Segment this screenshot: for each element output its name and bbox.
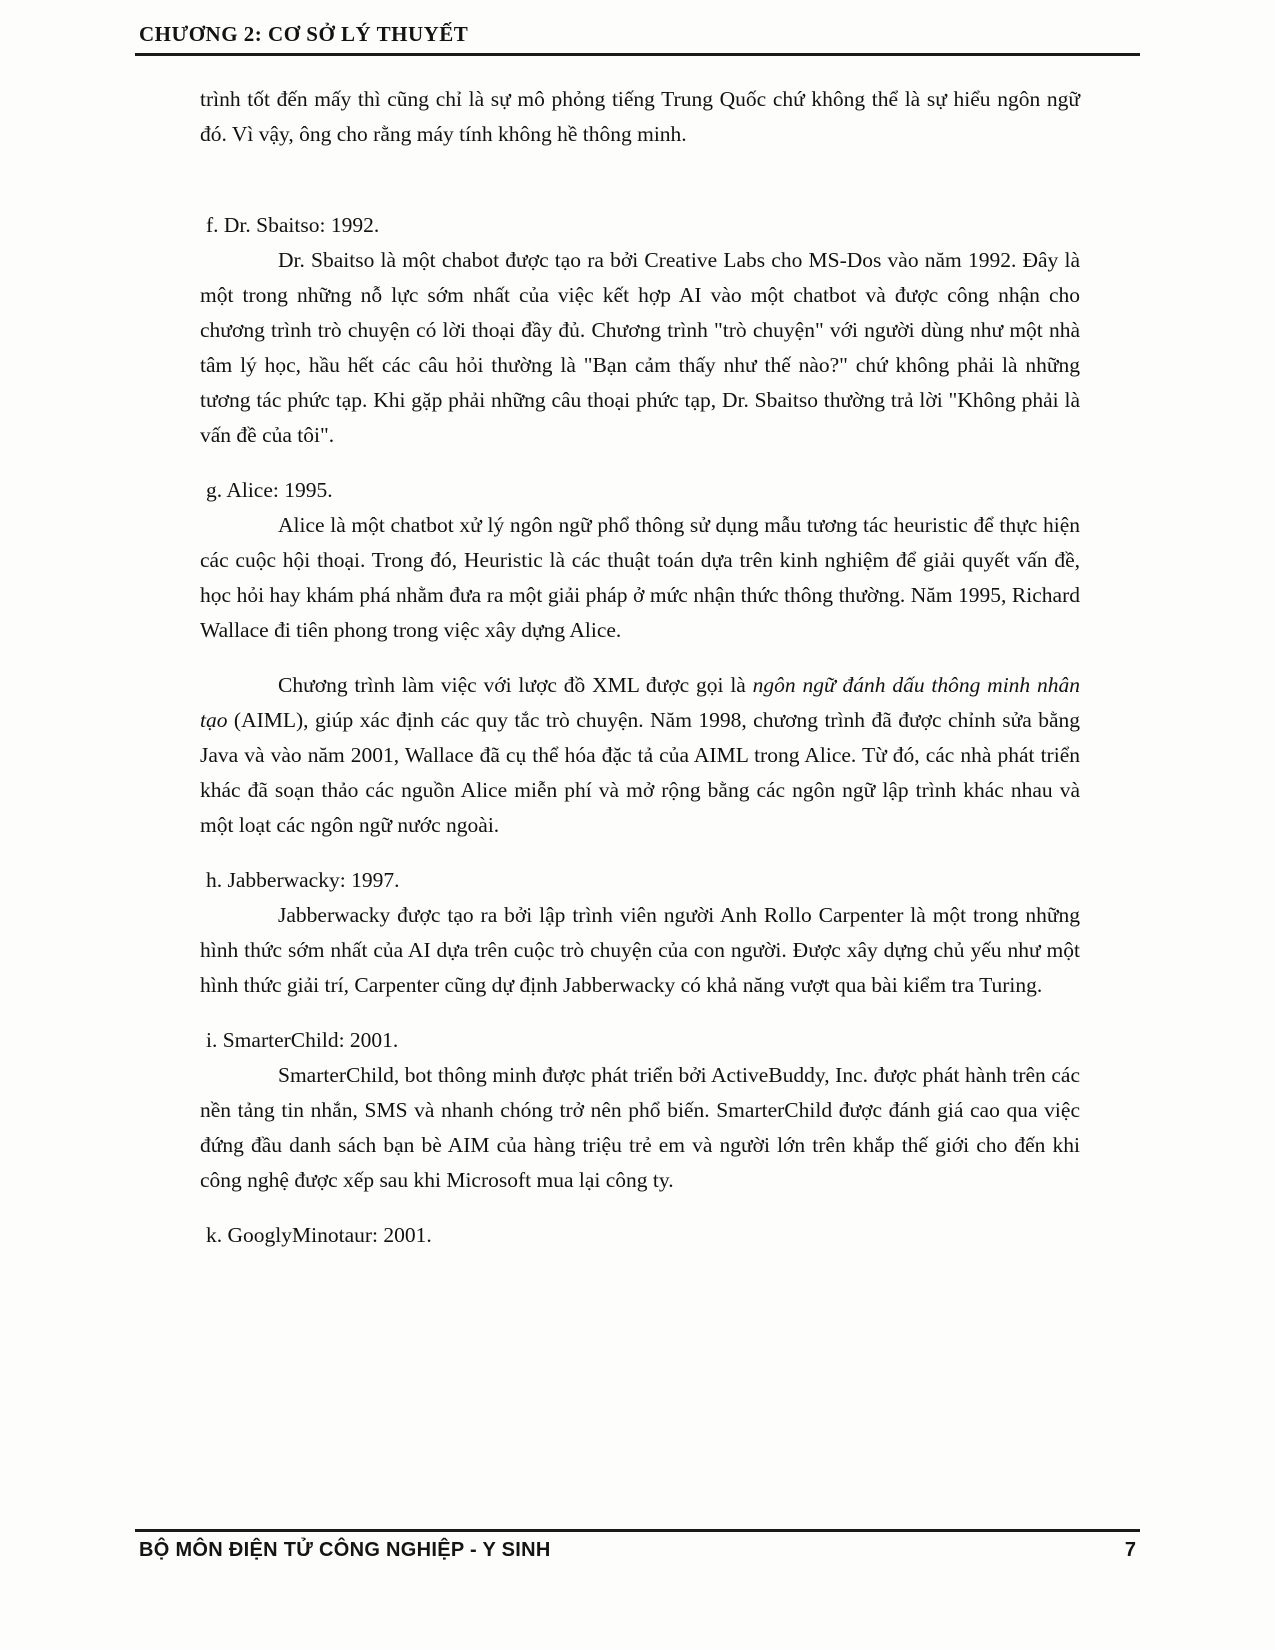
section-g-paragraph-2 — [200, 668, 1080, 843]
spacer — [200, 1007, 1080, 1023]
section-heading-g: g. Alice: 1995. — [206, 478, 333, 502]
spacer — [200, 156, 1080, 208]
chapter-title: CHƯƠNG 2: CƠ SỞ LÝ THUYẾT — [139, 22, 469, 46]
spacer — [200, 457, 1080, 473]
spacer — [200, 652, 1080, 668]
section-g-paragraph-1: Alice là một chatbot xử lý ngôn ngữ phổ thông sử dụng mẫu tương tác heuristic để thực hiện các cuộc hội thoại. Trong đó, Heuristic là các thuật toán dựa trên kinh nghiệm để giải quyết vấn đề, học hỏi hay khám phá nhằm đưa ra một giải pháp ở mức nhận thức thông thường. Năm 1995, Richard Wallace đi tiên phong trong việc xây dựng Alice. — [200, 513, 1080, 642]
section-i-paragraph-1: SmarterChild, bot thông minh được phát triển bởi ActiveBuddy, Inc. được phát hành trên các nền tảng tin nhắn, SMS và nhanh chóng trở nên phổ biến. SmarterChild được đánh giá cao qua việc đứng đầu danh sách bạn bè AIM của hàng triệu trẻ em và người lớn trên khắp thế giới cho đến khi công nghệ được xếp sau khi Microsoft mua lại công ty. — [200, 1063, 1080, 1192]
paragraph-text-before: Chương trình làm việc với lược đồ XML được gọi là — [278, 673, 753, 697]
footer-department: BỘ MÔN ĐIỆN TỬ CÔNG NGHIỆP - Y SINH — [139, 1539, 551, 1561]
page-footer — [135, 1529, 1140, 1562]
section-h-paragraph-1: Jabberwacky được tạo ra bởi lập trình viên người Anh Rollo Carpenter là một trong những hình thức sớm nhất của AI dựa trên cuộc trò chuyện của con người. Được xây dựng chủ yếu như một hình thức giải trí, Carpenter cũng dự định Jabberwacky có khả năng vượt qua bài kiểm tra Turing. — [200, 903, 1080, 997]
header-divider — [135, 53, 1140, 56]
footer-page-number: 7 — [1124, 1539, 1136, 1561]
section-heading-i: i. SmarterChild: 2001. — [206, 1028, 399, 1052]
footer-row — [135, 1539, 1140, 1562]
section-heading-k: k. GooglyMinotaur: 2001. — [206, 1223, 432, 1247]
section-f-paragraph-1: Dr. Sbaitso là một chabot được tạo ra bởi Creative Labs cho MS-Dos vào năm 1992. Đây là một trong những nỗ lực sớm nhất của việc kết hợp AI vào một chatbot và được công nhận cho chương trình trò chuyện có lời thoại đầy đủ. Chương trình "trò chuyện" với người dùng như một nhà tâm lý học, hầu hết các câu hỏi thường là "Bạn cảm thấy như thế nào?" chứ không phải là những tương tác phức tạp. Khi gặp phải những câu thoại phức tạp, Dr. Sbaitso thường trả lời "Không phải là vấn đề của tôi". — [200, 248, 1080, 447]
spacer — [200, 1202, 1080, 1218]
continued-paragraph: trình tốt đến mấy thì cũng chỉ là sự mô phỏng tiếng Trung Quốc chứ không thể là sự hiểu ngôn ngữ đó. Vì vậy, ông cho rằng máy tính không hề thông minh. — [200, 87, 1080, 146]
section-heading-f: f. Dr. Sbaitso: 1992. — [206, 213, 380, 237]
page-header — [135, 22, 1140, 56]
section-heading-h: h. Jabberwacky: 1997. — [206, 868, 400, 892]
paragraph-text-after: (AIML), giúp xác định các quy tắc trò chuyện. Năm 1998, chương trình đã được chỉnh sửa bằng Java và vào năm 2001, Wallace đã cụ thể hóa đặc tả của AIML trong Alice. Từ đó, các nhà phát triển khác đã soạn thảo các nguồn Alice miễn phí và mở rộng bằng các ngôn ngữ lập trình khác nhau và một loạt các ngôn ngữ nước ngoài. — [200, 708, 1080, 837]
page-body — [200, 82, 1080, 1253]
aiml-italic-term: ngôn ngữ đánh dấu thông minh nhân tạo — [200, 673, 1080, 732]
footer-divider — [135, 1529, 1140, 1532]
spacer — [200, 847, 1080, 863]
